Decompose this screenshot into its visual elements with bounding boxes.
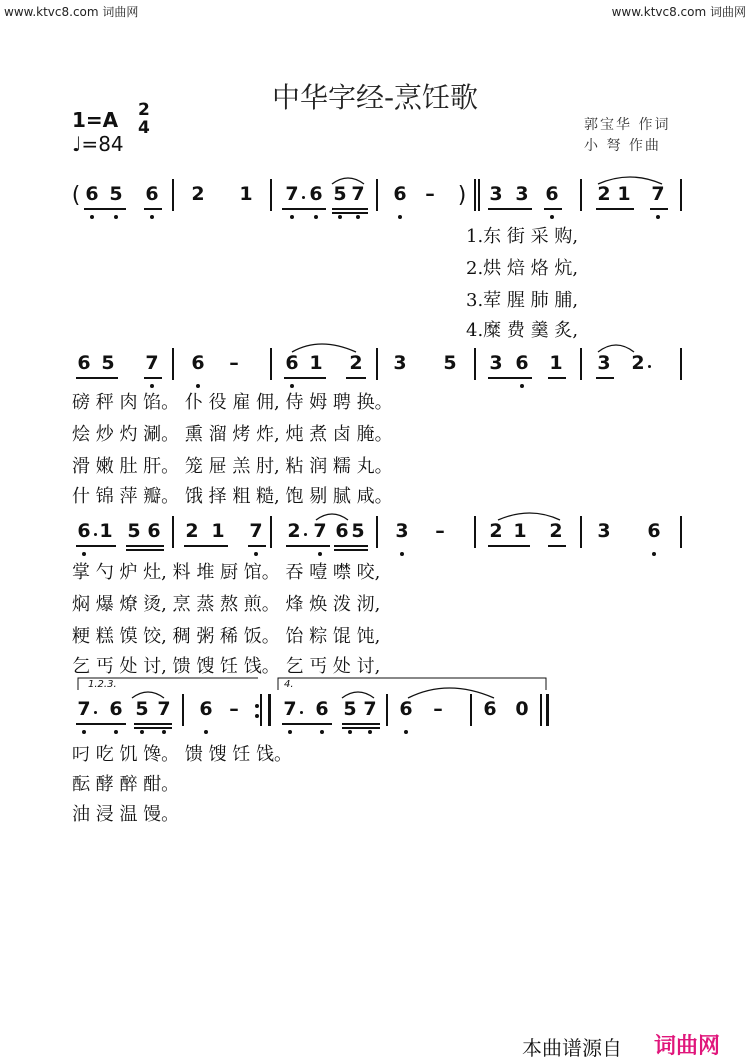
jianpu-note: 6 (147, 520, 161, 542)
lyricist-credit: 郭宝华 作词 (584, 117, 671, 133)
intro-close-paren: ) (457, 183, 467, 208)
slur (408, 688, 494, 698)
jianpu-note: 6 (647, 520, 661, 542)
slur (132, 692, 164, 698)
lyric-line2-verse3: 滑 嫩 肚 肝。 笼 屉 羔 肘, 粘 润 糯 丸。 (72, 456, 393, 477)
jianpu-note: – (433, 698, 443, 720)
slur (498, 513, 560, 520)
jianpu-note: 3 (489, 352, 503, 374)
lyric-line2-verse4: 什 锦 萍 瓣。 饿 择 粗 糙, 饱 剔 腻 咸。 (72, 486, 393, 507)
jianpu-note: 1 (211, 520, 225, 542)
lyric-line3-verse2: 焖 爆 燎 烫, 烹 蒸 熬 煎。 烽 焕 泼 沏, (72, 594, 381, 615)
jianpu-note: 7 (283, 698, 297, 720)
jianpu-note: 7 (651, 183, 665, 205)
jianpu-note: 5 (109, 183, 123, 205)
jianpu-note: 5 (333, 183, 347, 205)
slur (332, 178, 364, 184)
jianpu-note: 2 (287, 520, 301, 542)
slur (292, 344, 356, 352)
lyric-line3-verse4: 乞 丐 处 讨, 馈 馊 饪 饯。 乞 丐 处 讨, (72, 656, 381, 677)
time-signature-bottom: 4 (138, 118, 150, 138)
jianpu-note: 7 (351, 183, 365, 205)
jianpu-note: 0 (515, 698, 529, 720)
jianpu-note: 3 (597, 520, 611, 542)
jianpu-note: 6 (393, 183, 407, 205)
jianpu-note: 1 (239, 183, 253, 205)
jianpu-note: 7 (285, 183, 299, 205)
jianpu-note: 6 (191, 352, 205, 374)
jianpu-note: 7 (313, 520, 327, 542)
lyric-line1-verse3: 3.荤 腥 肺 脯, (466, 290, 579, 311)
tempo-marking: ♩=84 (72, 132, 124, 156)
lyric-line1-verse4: 4.糜 费 羹 炙, (466, 320, 579, 341)
volta-second-label: 4. (284, 679, 294, 690)
jianpu-note: 6 (515, 352, 529, 374)
lyric-line4-verse3: 油 浸 温 馒。 (72, 804, 180, 825)
jianpu-note: 6 (109, 698, 123, 720)
jianpu-note: 7 (157, 698, 171, 720)
time-signature-top: 2 (138, 100, 150, 120)
jianpu-note: 5 (127, 520, 141, 542)
footer-source-text: 本曲谱源自 (522, 1036, 622, 1060)
watermark-left: www.ktvc8.com 词曲网 (4, 5, 139, 19)
jianpu-note: 1 (617, 183, 631, 205)
jianpu-note: 2 (191, 183, 205, 205)
jianpu-note: 2 (631, 352, 645, 374)
jianpu-note: 6 (315, 698, 329, 720)
jianpu-note: 2 (597, 183, 611, 205)
jianpu-note: 1 (549, 352, 563, 374)
jianpu-note: 6 (85, 183, 99, 205)
jianpu-note: 5 (101, 352, 115, 374)
jianpu-note: 1 (309, 352, 323, 374)
lyric-line3-verse1: 掌 勺 炉 灶, 料 堆 厨 馆。 吞 噎 噤 咬, (72, 562, 381, 583)
jianpu-note: 1 (99, 520, 113, 542)
jianpu-note: 3 (395, 520, 409, 542)
slur (598, 177, 662, 184)
jianpu-note: 2 (549, 520, 563, 542)
jianpu-note: 7 (145, 352, 159, 374)
lyric-line1-verse2: 2.烘 焙 烙 炕, (466, 258, 579, 279)
jianpu-note: 1 (513, 520, 527, 542)
slur (598, 345, 634, 352)
composer-credit: 小 弩 作曲 (584, 138, 661, 154)
jianpu-note: 5 (443, 352, 457, 374)
jianpu-note: 3 (489, 183, 503, 205)
jianpu-note: 5 (135, 698, 149, 720)
jianpu-note: 6 (483, 698, 497, 720)
lyric-line4-verse1: 叼 吃 饥 馋。 馈 馊 饪 饯。 (72, 744, 293, 765)
jianpu-note: 6 (77, 352, 91, 374)
page-title: 中华字经-烹饪歌 (271, 81, 479, 114)
jianpu-note: 6 (285, 352, 299, 374)
jianpu-note: 6 (145, 183, 159, 205)
watermark-right: www.ktvc8.com 词曲网 (611, 5, 746, 19)
jianpu-note: 6 (309, 183, 323, 205)
jianpu-note: 7 (363, 698, 377, 720)
slur (342, 692, 374, 698)
key-signature: 1=A (72, 108, 119, 132)
jianpu-note: 6 (545, 183, 559, 205)
jianpu-note: 6 (335, 520, 349, 542)
footer-site-name[interactable]: 词曲网 (654, 1034, 721, 1059)
volta-second-bracket (278, 678, 546, 690)
lyric-line3-verse3: 粳 糕 馍 饺, 稠 粥 稀 饭。 饴 粽 馄 饨, (72, 626, 381, 647)
jianpu-note: – (229, 352, 239, 374)
jianpu-note: 2 (185, 520, 199, 542)
volta-first-bracket (78, 678, 258, 690)
jianpu-note: 3 (515, 183, 529, 205)
jianpu-note: 3 (597, 352, 611, 374)
lyric-line4-verse2: 酝 酵 醉 酣。 (72, 774, 180, 795)
jianpu-note: 7 (77, 698, 91, 720)
jianpu-note: 6 (77, 520, 91, 542)
lyric-line1-verse1: 1.东 街 采 购, (466, 226, 579, 247)
jianpu-note: 2 (489, 520, 503, 542)
jianpu-note: 6 (199, 698, 213, 720)
jianpu-note: 5 (351, 520, 365, 542)
jianpu-note: 6 (399, 698, 413, 720)
jianpu-note: 7 (249, 520, 263, 542)
jianpu-note: – (425, 183, 435, 205)
intro-open-paren: ( (71, 183, 81, 208)
jianpu-note: 3 (393, 352, 407, 374)
volta-first-label: 1.2.3. (88, 679, 117, 690)
lyric-line2-verse1: 磅 秤 肉 馅。 仆 役 雇 佣, 侍 姆 聘 换。 (72, 392, 393, 413)
jianpu-note: 5 (343, 698, 357, 720)
jianpu-note: 2 (349, 352, 363, 374)
slur (316, 514, 348, 520)
jianpu-note: – (229, 698, 239, 720)
lyric-line2-verse2: 烩 炒 灼 涮。 熏 溜 烤 炸, 炖 煮 卤 腌。 (72, 424, 393, 445)
jianpu-note: – (435, 520, 445, 542)
